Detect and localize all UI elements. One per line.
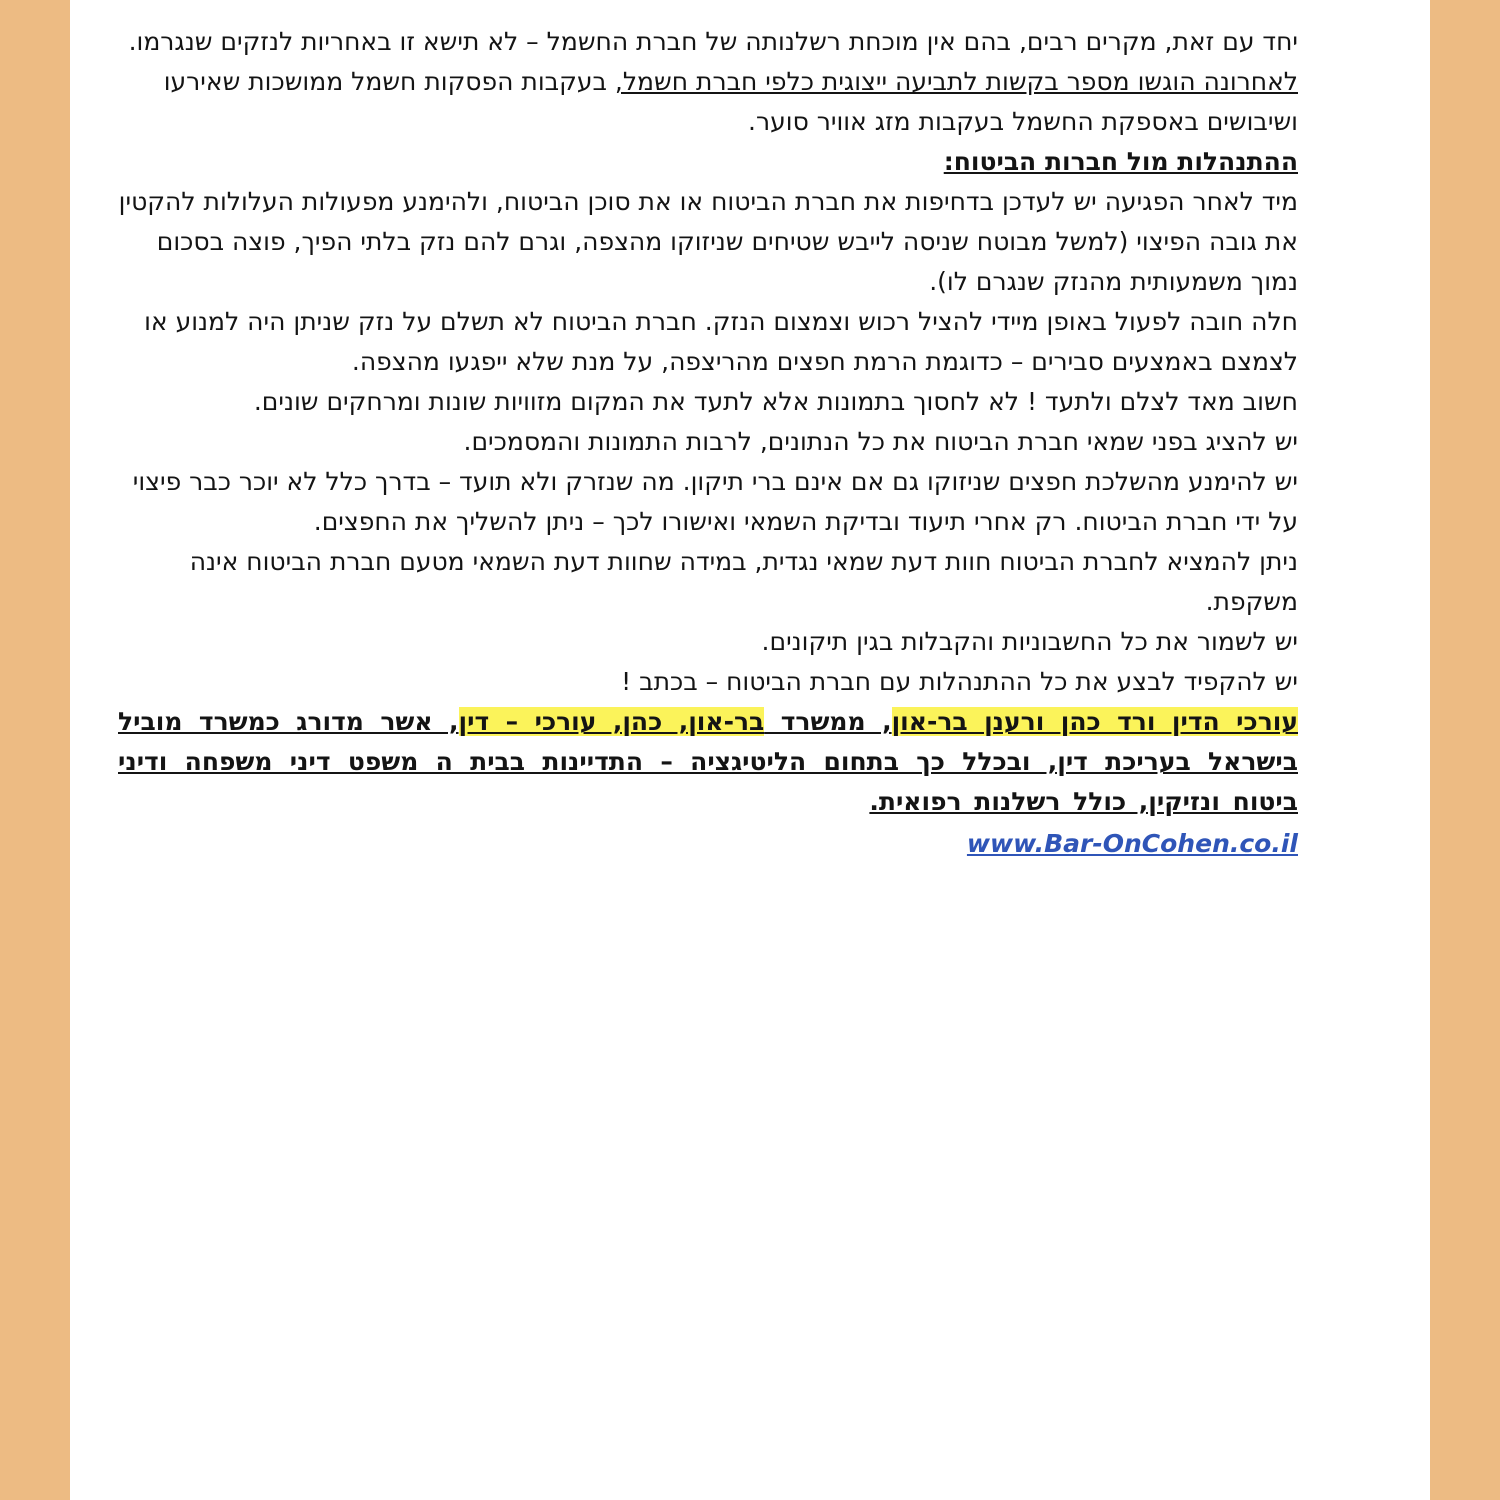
paragraph-in-writing: יש להקפיד לבצע את כל ההתנהלות עם חברת הביטוח – בכתב !: [621, 667, 1298, 696]
website-link[interactable]: www.Bar-OnCohen.co.il: [966, 829, 1298, 858]
document-body: [118, 22, 1298, 864]
paragraph-present-data: יש להציג בפני שמאי חברת הביטוח את כל הנתונים, לרבות התמונות והמסמכים.: [463, 427, 1298, 456]
law-firm-promo: [118, 702, 1298, 822]
paragraph-photograph: חשוב מאד לצלם ולתעד ! לא לחסוך בתמונות אלא לתעד את המקום מזוויות שונות ומרחקים שונים.: [253, 387, 1298, 416]
class-action-rest: בעקבות הפסקות חשמל ממושכות שאירעו ושיבושים באספקת החשמל בעקבות מזג אוויר סוער.: [163, 67, 1298, 136]
promo-connector: , ממשרד: [764, 707, 892, 736]
paragraph-mitigate-damage: חלה חובה לפעול באופן מיידי להציל רכוש וצמצום הנזק. חברת הביטוח לא תשלם על נזק שניתן היה למנוע או לצמצם באמצעים סבירים – כדוגמת הרמת חפצים מהריצפה, על מנת שלא ייפגעו מהצפה.: [144, 307, 1298, 376]
paragraph-keep-items: יש להימנע מהשלכת חפצים שניזוקו גם אם אינם ברי תיקון. מה שנזרק ולא תועד – בדרך כלל לא יוכר כבר פיצוי על ידי חברת הביטוח. רק אחרי תיעוד ובדיקת השמאי ואישורו לכך – ניתן להשליך את החפצים.: [132, 467, 1298, 536]
class-action-underlined: לאחרונה הוגשו מספר בקשות לתביעה ייצוגית כלפי חברת חשמל,: [614, 67, 1298, 96]
section-heading-insurance: ההתנהלות מול חברות הביטוח:: [943, 147, 1298, 176]
document-page: [70, 0, 1430, 1500]
paragraph-electric-liability: יחד עם זאת, מקרים רבים, בהם אין מוכחת רשלנותה של חברת החשמל – לא תישא זו באחריות לנזקים שנגרמו.: [128, 27, 1298, 56]
promo-description: , אשר מדורג כמשרד מוביל בישראל בעריכת דין, ובכלל כך בתחום הליטיגציה – התדיינות בבית ה משפט דיני משפחה ודיני ביטוח ונזיקין, כולל רשלנות רפואית.: [118, 707, 1298, 816]
highlighted-lawyer-names: עורכי הדין ורד כהן ורענן בר-און: [891, 707, 1298, 736]
paragraph-notify-insurer: מיד לאחר הפגיעה יש לעדכן בדחיפות את חברת הביטוח או את סוכן הביטוח, ולהימנע מפעולות העלולות להקטין את גובה הפיצוי (למשל מבוטח שניסה לייבש שטיחים שניזוקו מהצפה, וגרם להם נזק בלתי הפיך, פוצה בסכום נמוך משמעותית מהנזק שנגרם לו).: [118, 187, 1298, 296]
paragraph-counter-appraisal: ניתן להמציא לחברת הביטוח חוות דעת שמאי נגדית, במידה שחוות דעת השמאי מטעם חברת הביטוח אינה משקפת.: [189, 547, 1298, 616]
highlighted-firm-name: בר-און, כהן, עורכי – דין: [458, 707, 765, 736]
paragraph-keep-receipts: יש לשמור את כל החשבוניות והקבלות בגין תיקונים.: [761, 627, 1298, 656]
paragraph-class-action: [118, 62, 1298, 142]
